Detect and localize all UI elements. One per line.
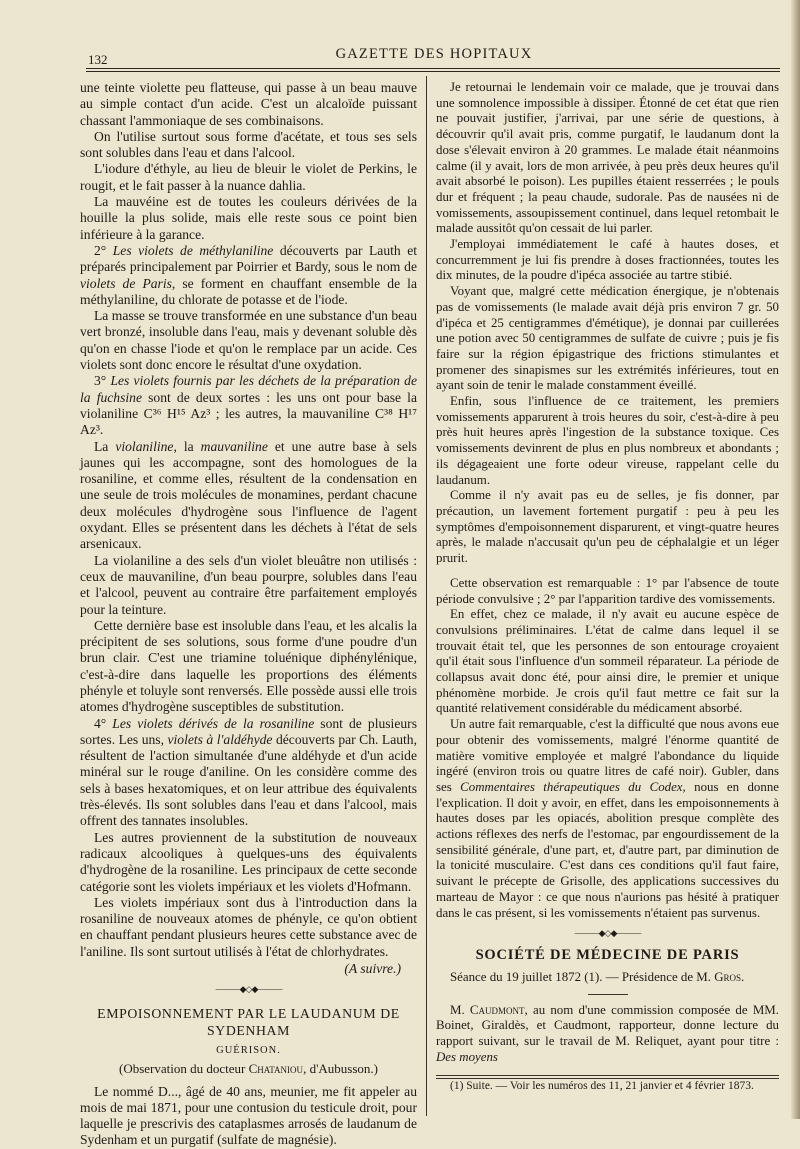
text: , nous en donne l'explication. Il doit y avoir, en effet, dans les empoisonnements à hautes doses par les opiacés, abolition presque complète des actions réflexes des nerfs de l'estomac, par engourdissement de la sensibilité générale, d'une part, et, d'autre part, par diminution de la tonicité musculaire. C'est dans ces conditions qu'il faut faire, suivant le précepte de Grisolle, des applications successives du marteau de Mayor : ce que nous n'aurions pas hésité à pratiquer dans le cas présent, si les vomissements n'étaient pas survenus.: [436, 779, 779, 920]
text: 4°: [94, 715, 113, 731]
text: sont de plusieurs sortes. Les uns,: [80, 715, 417, 747]
paragraph: La mauvéine est de toutes les couleurs dérivées de la houille la plus solide, mais elle reste sous ce point bien inférieure à la garance.: [80, 194, 417, 242]
text: , au nom d'une commission composée de MM. Boinet, Giraldès, et Caudmont, rapporteur, donne lecture du rapport suivant, sur le travail de M. Reliquet, ayant pour titre :: [436, 1002, 779, 1049]
society-title: SOCIÉTÉ DE MÉDECINE DE PARIS: [475, 947, 740, 964]
paragraph: Le nommé D..., âgé de 40 ans, meunier, me fit appeler au mois de mai 1871, pour une contusion du testicule droit, pour laquelle je prescrivis des cataplasmes arrosés de laudanum de Sydenham et un purgatif (sulfate de magnésie).: [80, 1083, 417, 1148]
text: 2°: [94, 242, 113, 258]
page-edge-shadow: [791, 0, 800, 1119]
text: , d'Aubusson.): [303, 1061, 378, 1077]
short-divider: [588, 994, 628, 995]
text: , se forment en chauffant ensemble de la méthylaniline, du chlorate de potasse et de l'iode.: [80, 275, 417, 307]
author-name: Chataniou: [248, 1061, 304, 1077]
paragraph: Les violets impériaux sont dus à l'introduction dans la rosaniline de nouveaux atomes de phényle, ce qu'on obtient en chauffant pendant plusieurs heures cette substance avec de l'aniline. Ils sont surtout utilisés à l'état de chlorhydrates.: [80, 894, 417, 959]
emphasis: Des moyens: [436, 1049, 498, 1064]
article-subtitle: GUÉRISON.: [216, 1044, 281, 1056]
ornament-divider: ———◆◇◆———: [574, 928, 641, 939]
text: et une autre base à sels jaunes qui les accompagne, sont des homologues de la rosaniline, et comme elles, résultent de la condensation en une seule de trois molécules de monamines, perdant chacune deux molécules d'hydrogène sous l'influence de l'agent oxydant. Elles se présentent dans les déchets à l'état de sels arsenicaux.: [80, 438, 417, 552]
text: La: [94, 438, 116, 454]
paragraph: L'iodure d'éthyle, au lieu de bleuir le violet de Perkins, le rougit, et le fait passer à la nuance dahlia.: [80, 161, 417, 193]
text: (Observation du docteur: [119, 1061, 249, 1077]
paragraph: une teinte violette peu flatteuse, qui passe à un beau mauve au simple contact d'un acide. C'est un alcaloïde puissant chassant l'ammoniaque de ses combinaisons.: [80, 80, 417, 128]
paragraph: Cette observation est remarquable : 1° par l'absence de toute période convulsive ; 2° par l'apparition tardive des vomissements.: [436, 575, 779, 606]
text: Séance du 19 juillet 1872 (1). — Présidence de M.: [450, 969, 715, 984]
paragraph: La masse se trouve transformée en une substance d'un beau vert bronzé, insoluble dans l'eau, mais y devenant soluble dès qu'on en chasse l'iode et qu'on le remplace par un acide. Ces violets sont donc encore le résultat d'une oxydation.: [80, 308, 417, 373]
paragraph: [80, 243, 417, 308]
header-rule-thin: [86, 71, 780, 72]
paragraph: Comme il n'y avait pas eu de selles, je fis donner, par précaution, un lavement fortement purgatif : peu à peu les symptômes d'empoisonnement disparurent, et vingt-quatre heures après, le malade n'accusait qu'un peu de céphalalgie et un léger prurit.: [436, 488, 779, 566]
emphasis: mauvaniline: [200, 438, 268, 454]
emphasis: violaniline: [115, 438, 174, 454]
paragraph: [436, 717, 779, 921]
paragraph: Je retournai le lendemain voir ce malade, que je trouvai dans une somnolence impossible à dissiper. Étonné de cet état que rien ne pouvait justifier, j'arrivai, par une série de questions, à découvrir qu'il avait pris, comme purgatif, le laudanum dont la dose s'élevait environ à 20 grammes. Le malade était néanmoins calme (il y avait, lors de mon arrivée, à peu près deux heures qu'il avait absorbé le poison). Les pupilles étaient resserrées ; le pouls dur et fréquent ; la peau chaude, sudorale. Pas de nausées ni de vomissements, assoupissement continuel, dans lequel retombait le malade aussitôt qu'on cessait de lui parler.: [436, 80, 779, 236]
speaker-name: M. Caudmont: [450, 1002, 525, 1017]
footnote-rule: [436, 1075, 779, 1076]
header-rule: [86, 68, 780, 69]
ornament-divider: ———◆◇◆———: [215, 984, 282, 995]
left-column: [80, 80, 417, 1149]
paragraph: La violaniline a des sels d'un violet bleuâtre non utilisés : ceux de mauvaniline, d'un beau pourpre, solubles dans l'eau et l'alcool, peuvent au contraire être parfaitement employés pour la teinture.: [80, 552, 417, 617]
emphasis: Les violets fournis par les déchets de la préparation de la fuchsine: [80, 373, 417, 405]
session-line: [436, 970, 779, 986]
paragraph: J'employai immédiatement le café à hautes doses, et concurremment je lui fis prendre à doses fractionnées, toutes les dix minutes, de la poudre d'ipéca associée au tartre stibié.: [436, 237, 779, 283]
emphasis: Commentaires thérapeutiques du Codex: [460, 779, 683, 794]
paragraph: [80, 439, 417, 553]
paragraph: Enfin, sous l'influence de ce traitement, les premiers vomissements apparurent à trois heures du soir, c'est-à-dire à peu près huit heures après l'ingestion de la substance toxique. Ces vomissements devinrent de plus en plus nombreux et abondants ; ils dégageaient une forte odeur vireuse, rappelant celle du laudanum.: [436, 394, 779, 487]
paragraph: Les autres proviennent de la substitution de nouveaux radicaux alcooliques à quelques-uns des équivalents d'hydrogène de la rosaniline. Les principaux de cette seconde catégorie sont les violets impériaux et les violets d'Hofmann.: [80, 829, 417, 894]
right-column: [436, 80, 779, 1095]
article-title: EMPOISONNEMENT PAR LE LAUDANUM DE SYDENHAM: [97, 1006, 400, 1038]
observation-credit: [80, 1061, 417, 1077]
emphasis: Les violets dérivés de la rosaniline: [112, 715, 315, 731]
paragraph: Voyant que, malgré cette médication énergique, je n'obtenais pas de vomissements (le malade avait déjà pris environ 7 gr. 50 d'ipéca et 25 centigrammes d'émétique), je donnai par cuillerées une potion avec 50 centigrammes de sulfate de cuivre ; puis je fis faire sur la région épigastrique des frictions stimulantes et promener des sinapismes sur les extrémités inférieures, tout en ayant soin de tenir le malade constamment éveillé.: [436, 284, 779, 393]
column-divider: [426, 76, 427, 1116]
paragraph: On l'utilise surtout sous forme d'acétate, et tous ses sels sont solubles dans l'eau et dans l'alcool.: [80, 128, 417, 161]
text: découverts par Lauth et préparés principalement par Poirrier et Bardy, sous le nom de: [80, 242, 417, 275]
paragraph: [80, 716, 417, 830]
page-number: 132: [88, 52, 108, 67]
to-be-continued: (A suivre.): [344, 961, 401, 977]
text: découverts par Ch. Lauth, résultent de l'action simultanée d'une aldéhyde et d'un acide minéral sur le rouge d'aniline. On les considère comme des sels à bases hexatomiques, et on leur attribue des équivalents très-élevés. Ils sont solubles dans l'eau et dans l'alcool, mais offrent des tannates insolubles.: [80, 731, 418, 829]
emphasis: Les violets de méthylaniline: [112, 242, 274, 258]
text: , la: [173, 438, 201, 454]
footnote: (1) Suite. — Voir les numéros des 11, 21 janvier et 4 février 1873.: [450, 1080, 754, 1093]
paragraph: Cette dernière base est insoluble dans l'eau, et les alcalis la précipitent de ses solutions, sous forme d'une poudre d'un brun clair. C'est une triamine toluénique diphénylénique, c'est-à-dire dans laquelle les proportions des éléments phényle et toluyle sont renversés. Elle possède aussi elle trois atomes d'hydrogène susceptibles de substitution.: [80, 617, 417, 715]
text: .: [741, 969, 745, 984]
text: sont de deux sortes : les uns ont pour base la violaniline C³⁶ H¹⁵ Az³ ; les autres, la mauvaniline C³⁸ H¹⁷ Az³.: [80, 389, 417, 438]
emphasis: violets à l'aldéhyde: [167, 731, 273, 747]
emphasis: violets de Paris: [80, 275, 172, 291]
journal-title: GAZETTE DES HOPITAUX: [335, 46, 533, 62]
text: Un autre fait remarquable, c'est la difficulté que nous avons eue pour obtenir des vomissements, malgré l'énorme quantité de matière vomitive employée et malgré l'abondance du liquide ingéré (environ trois ou quatre litres de café noir). Gubler, dans ses: [436, 717, 779, 794]
paragraph: En effet, chez ce malade, il n'y avait eu aucune espèce de convulsions préliminaires. L'état de calme dans lequel il se trouvait était tel, que les personnes de son entourage croyaient qu'il était sous l'influence d'un sommeil réparateur. La période de collapsus avait donc été, pour ainsi dire, le premier et unique phénomène morbide. Je crois qu'il faut mettre ce fait sur la quantité relativement considérable du médicament absorbé.: [436, 607, 779, 716]
paragraph: [436, 1003, 779, 1066]
paragraph: [80, 373, 417, 438]
text: 3°: [94, 373, 111, 389]
page-header: [88, 44, 780, 66]
president-name: Gros: [714, 969, 742, 984]
